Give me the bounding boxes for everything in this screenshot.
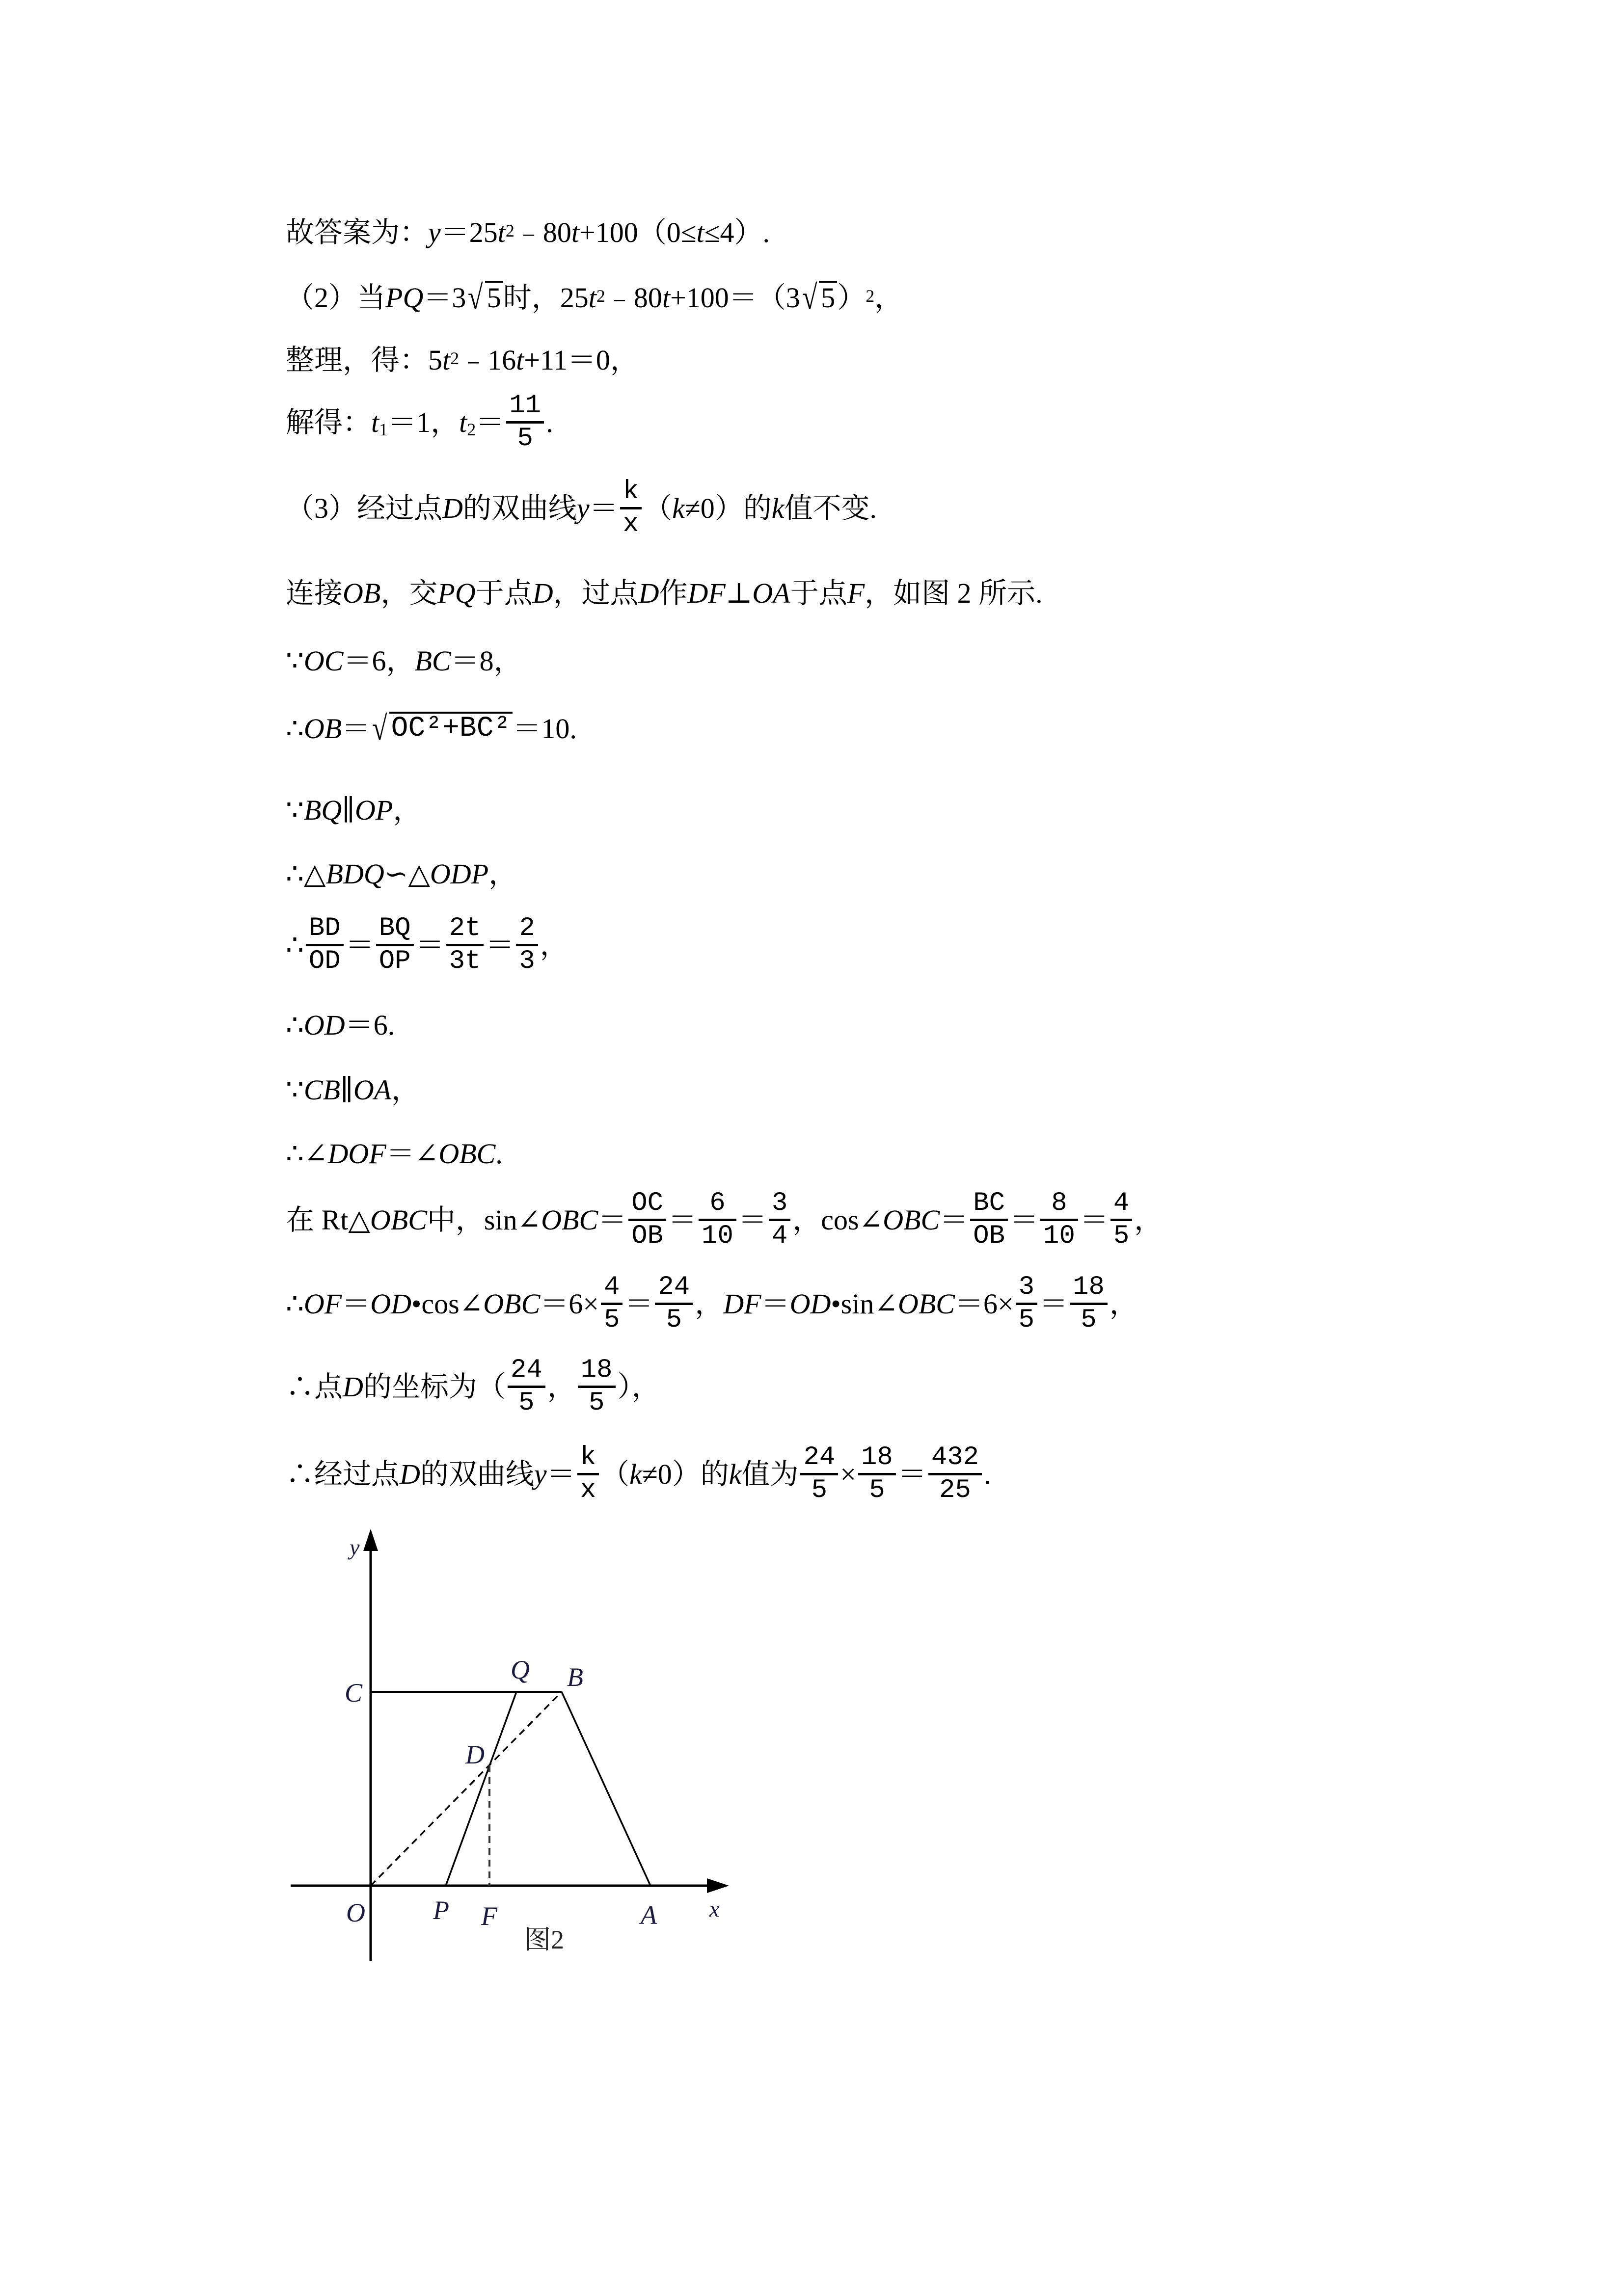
label-B: B — [567, 1662, 583, 1692]
text: ＝ — [1039, 1287, 1068, 1320]
text: ） — [837, 282, 866, 314]
label-x: x — [709, 1896, 720, 1922]
label-F: F — [481, 1901, 497, 1931]
var: k — [672, 492, 685, 524]
numerator: k — [580, 1442, 596, 1472]
text: ＝ — [342, 1287, 371, 1320]
because-symbol: ∵ — [286, 645, 304, 677]
var: D — [532, 577, 553, 609]
var: t — [459, 406, 467, 438]
exponent: 2 — [596, 286, 605, 306]
text: 值为 — [741, 1458, 799, 1490]
text: ＝ — [1010, 1203, 1039, 1236]
text: ﹣80 — [605, 282, 662, 314]
numerator: BD — [308, 913, 341, 943]
text: 时，25 — [503, 282, 589, 314]
numerator: BQ — [379, 913, 411, 943]
var: PQ — [385, 282, 424, 314]
text: ≠0）的 — [684, 492, 772, 524]
denominator: 10 — [1043, 1221, 1075, 1251]
text: ，过点 — [553, 577, 639, 609]
numerator: OC — [631, 1188, 664, 1218]
var: OC — [303, 645, 344, 677]
text: ＝ — [897, 1458, 926, 1490]
sqrt: √ 5 — [466, 281, 503, 315]
text: ＝ — [342, 713, 371, 745]
text: ＝10. — [513, 713, 577, 745]
var: OBC — [370, 1203, 427, 1236]
var: t — [662, 282, 671, 314]
var: OBC — [438, 1138, 496, 1170]
text: ， — [391, 1074, 420, 1106]
therefore-symbol: ∴ — [286, 1287, 304, 1320]
text: 于点 — [790, 577, 847, 609]
text: +100＝（3 — [670, 282, 800, 314]
figure-caption: 图2 — [524, 1925, 564, 1954]
segment-QP — [446, 1692, 516, 1886]
parallel-symbol: ∥ — [340, 1074, 353, 1106]
numerator: 4 — [1113, 1188, 1130, 1218]
text: 作 — [659, 577, 688, 609]
label-D: D — [465, 1740, 485, 1769]
text: 在 Rt△ — [286, 1203, 370, 1236]
numerator: k — [623, 477, 639, 507]
text: ＝ — [738, 1203, 767, 1236]
var: OBC — [483, 1287, 541, 1320]
text: ，cos∠ — [792, 1203, 883, 1236]
label-Q: Q — [511, 1655, 530, 1684]
text: ）， — [617, 1370, 660, 1403]
text: ， — [393, 794, 422, 826]
exponent: 2 — [450, 348, 460, 368]
var: PQ — [437, 577, 476, 609]
text: . — [495, 1138, 503, 1170]
because-symbol: ∵ — [286, 1074, 304, 1106]
numerator: 6 — [709, 1188, 726, 1218]
var: OBC — [541, 1203, 598, 1236]
text: ， — [874, 282, 903, 314]
radicand: 5 — [485, 281, 503, 315]
text: ＝ — [476, 406, 505, 438]
label-C: C — [345, 1678, 363, 1708]
text: ＝ — [940, 1203, 969, 1236]
label-O: O — [346, 1898, 365, 1927]
denominator: 5 — [869, 1475, 885, 1505]
text: （ — [601, 1458, 630, 1490]
numerator: 11 — [509, 391, 541, 421]
therefore-symbol: ∴ — [286, 929, 304, 961]
text: •sin∠ — [831, 1287, 898, 1320]
var: DF — [723, 1287, 761, 1320]
denominator: 5 — [1018, 1305, 1035, 1335]
denominator: OB — [973, 1221, 1005, 1251]
numerator: 3 — [1018, 1272, 1035, 1302]
radicand: OC²+BC² — [389, 712, 513, 746]
label-P: P — [433, 1896, 449, 1925]
text: . — [546, 406, 553, 438]
denominator: OP — [379, 946, 411, 976]
numerator: 18 — [1073, 1272, 1105, 1302]
var: OD — [370, 1287, 412, 1320]
numerator: 18 — [580, 1355, 613, 1385]
denominator: 10 — [702, 1221, 733, 1251]
text: ， — [1134, 1203, 1163, 1236]
numerator: 2t — [449, 913, 481, 943]
text: ＝ — [486, 929, 514, 961]
var: DOF — [327, 1138, 386, 1170]
var: OD — [303, 1009, 345, 1041]
text: ， — [547, 1370, 576, 1403]
text: 的双曲线 — [462, 492, 577, 524]
numerator: 24 — [803, 1442, 836, 1472]
var: t — [588, 282, 596, 314]
text: （ — [644, 492, 673, 524]
var: BC — [414, 645, 451, 677]
text: ＝ — [345, 929, 374, 961]
label-y: y — [350, 1535, 360, 1560]
var: OA — [752, 577, 790, 609]
therefore-symbol: ∴ — [286, 1009, 304, 1041]
text: ＝6. — [345, 1009, 395, 1041]
text: ＝6× — [540, 1287, 599, 1320]
text: ∴经过点 — [286, 1458, 400, 1490]
numerator: 3 — [771, 1188, 788, 1218]
text: 于点 — [475, 577, 533, 609]
var: ODP — [430, 858, 489, 890]
text: 故答案为： — [286, 216, 429, 248]
numerator: 4 — [603, 1272, 620, 1302]
var: F — [847, 577, 865, 609]
var: BDQ — [325, 858, 384, 890]
var: t — [497, 216, 506, 248]
denominator: 5 — [518, 1388, 535, 1418]
text: （3）经过点 — [286, 492, 443, 524]
text: ∴点 — [286, 1370, 343, 1403]
var: D — [343, 1370, 363, 1403]
var: OP — [355, 794, 393, 826]
text: ， — [1109, 1287, 1138, 1320]
text: ，交 — [380, 577, 438, 609]
text: ＝ — [415, 929, 444, 961]
text: ＝ — [761, 1287, 790, 1320]
var: y — [428, 216, 441, 248]
parallel-symbol: ∥ — [342, 794, 355, 826]
denominator: 5 — [811, 1475, 828, 1505]
text: 的坐标为（ — [363, 1370, 506, 1403]
var: OB — [303, 713, 342, 745]
text: ＝∠ — [386, 1138, 439, 1170]
numerator: 18 — [861, 1442, 893, 1472]
text: 连接 — [286, 577, 343, 609]
text: 值不变. — [784, 492, 877, 524]
segment-BA — [562, 1692, 650, 1886]
text: ≤4）. — [704, 216, 770, 248]
text: ∽△ — [384, 858, 430, 890]
denominator: OD — [308, 946, 341, 976]
text: ＝ — [668, 1203, 697, 1236]
var: OA — [353, 1074, 392, 1106]
sqrt: √ 5 — [800, 281, 837, 315]
var: y — [534, 1458, 547, 1490]
subscript: 1 — [379, 419, 388, 439]
denominator: x — [580, 1475, 596, 1505]
text: ＝1， — [388, 406, 460, 438]
denominator: 4 — [771, 1221, 788, 1251]
var: y — [576, 492, 590, 524]
text: ， — [488, 858, 517, 890]
denominator: x — [623, 509, 639, 539]
denominator: 5 — [603, 1305, 620, 1335]
text: •cos∠ — [411, 1287, 484, 1320]
text: ﹣16 — [459, 344, 516, 376]
segment-OB-dashed — [371, 1692, 562, 1886]
text: ≠0）的 — [642, 1458, 729, 1490]
var: OD — [789, 1287, 831, 1320]
var: OBC — [883, 1203, 940, 1236]
numerator: BC — [973, 1188, 1005, 1218]
text: ＝ — [598, 1203, 627, 1236]
text: 中，sin∠ — [427, 1203, 541, 1236]
label-A: A — [641, 1900, 657, 1930]
denominator: OB — [631, 1221, 664, 1251]
denominator: 5 — [666, 1305, 682, 1335]
therefore-symbol: ∴ — [286, 713, 304, 745]
var: k — [629, 1458, 642, 1490]
text: （2）当 — [286, 282, 386, 314]
var: BQ — [303, 794, 342, 826]
radicand: 5 — [819, 281, 837, 315]
var: OBC — [897, 1287, 955, 1320]
text: 解得： — [286, 406, 372, 438]
text: ＝6× — [954, 1287, 1014, 1320]
exponent: 2 — [505, 221, 514, 240]
var: D — [442, 492, 463, 524]
text: ， — [540, 929, 568, 961]
text: ＝25 — [440, 216, 498, 248]
numerator: 24 — [510, 1355, 542, 1385]
denominator: 3 — [519, 946, 535, 976]
text: 整理，得：5 — [286, 344, 443, 376]
var: t — [442, 344, 451, 376]
text: ＝8， — [451, 645, 522, 677]
numerator: 24 — [658, 1272, 690, 1302]
numerator: 432 — [931, 1442, 979, 1472]
subscript: 2 — [467, 419, 476, 439]
numerator: 2 — [519, 913, 535, 943]
text: ∴△ — [286, 858, 326, 890]
var: t — [696, 216, 704, 248]
text: +100（0≤ — [579, 216, 697, 248]
var: DF — [687, 577, 726, 609]
text: ﹣80 — [514, 216, 571, 248]
denominator: 3t — [449, 946, 481, 976]
text: ⊥ — [725, 577, 753, 609]
var: t — [571, 216, 580, 248]
numerator: 8 — [1051, 1188, 1067, 1218]
text: × — [840, 1458, 856, 1490]
denominator: 25 — [939, 1475, 971, 1505]
text: ＝ — [589, 492, 618, 524]
var: OB — [343, 577, 381, 609]
text: ∴∠ — [286, 1138, 328, 1170]
var: CB — [303, 1074, 341, 1106]
text: ＝ — [1080, 1203, 1109, 1236]
var: k — [771, 492, 785, 524]
denominator: 5 — [588, 1388, 605, 1418]
exponent: 2 — [866, 286, 875, 306]
var: t — [371, 406, 379, 438]
text: ＝ — [624, 1287, 653, 1320]
text: . — [984, 1458, 991, 1490]
var: D — [400, 1458, 420, 1490]
text: ＝6， — [343, 645, 415, 677]
text: ，如图 2 所示. — [865, 577, 1043, 609]
var: k — [729, 1458, 742, 1490]
text: 的双曲线 — [420, 1458, 534, 1490]
text: ， — [695, 1287, 724, 1320]
text: ＝3 — [423, 282, 466, 314]
var: OF — [303, 1287, 342, 1320]
denominator: 5 — [1113, 1221, 1130, 1251]
denominator: 5 — [517, 424, 533, 454]
text: +11＝0， — [524, 344, 639, 376]
denominator: 5 — [1081, 1305, 1097, 1335]
text: ＝ — [546, 1458, 575, 1490]
var: D — [638, 577, 659, 609]
because-symbol: ∵ — [286, 794, 304, 826]
var: t — [516, 344, 524, 376]
sqrt: √ OC²+BC² — [370, 712, 513, 746]
